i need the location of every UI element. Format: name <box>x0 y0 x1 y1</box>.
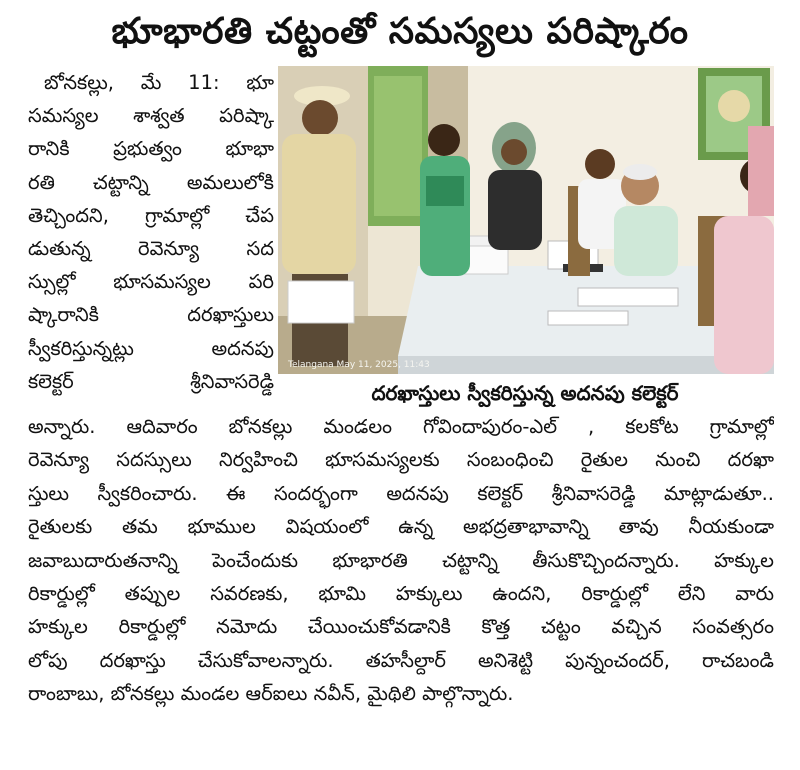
column-line: స్సుల్లో భూసమస్యల పరి <box>28 270 274 294</box>
photo-illustration <box>278 66 774 374</box>
body-line: స్తులు స్వీకరించారు. ఈ సందర్భంగా అదనపు కలెక్టర్ శ్రీనివాసరెడ్డి మాట్లాడుతూ.. <box>28 481 774 505</box>
side-column-text <box>28 66 274 398</box>
body-line: రెవెన్యూ సదస్సులు నిర్వహించి భూసమస్యలకు సంబంధించి రైతుల నుంచి దరఖా <box>28 448 774 472</box>
column-line: తెచ్చిందని, గ్రామాల్లో చేప <box>28 203 274 227</box>
body-line: రైతులకు తమ భూముల విషయంలో ఉన్న అభద్రతాభావాన్ని తావు నీయకుండా <box>28 515 774 539</box>
news-photo <box>278 66 774 374</box>
column-line: స్వీకరిస్తున్నట్లు అదనపు <box>28 336 274 360</box>
photo-timestamp: Telangana May 11, 2025, 11:43 <box>288 360 430 370</box>
article-body <box>28 410 774 711</box>
column-line: బోనకల్లు, మే 11: భూ <box>44 71 274 94</box>
column-line: డుతున్న రెవెన్యూ సద <box>28 237 274 261</box>
column-line: కలెక్టర్ శ్రీనివాసరెడ్డి <box>28 369 274 393</box>
column-line: రానికి ప్రభుత్వం భూభా <box>28 137 274 161</box>
body-line: రాంబాబు, బోనకల్లు మండల ఆర్ఐలు నవీన్, మైథిలి పాల్గొన్నారు. <box>28 682 514 706</box>
body-line: రికార్డుల్లో తప్పుల సవరణకు, భూమి హక్కులు ఉందని, రికార్డుల్లో లేని వారు <box>28 582 774 606</box>
body-line: లోపు దరఖాస్తు చేసుకోవాలన్నారు. తహసీల్దార్ అనిశెట్టి పున్నంచందర్, రాచబండి <box>28 648 774 672</box>
column-line: రతి చట్టాన్ని అమలులోకి <box>28 170 274 194</box>
body-line: అన్నారు. ఆదివారం బోనకల్లు మండలం గోవిందాపురం-ఎల్ , కలకోట గ్రామాల్లో <box>28 415 774 438</box>
photo-caption: దరఖాస్తులు స్వీకరిస్తున్న అదనపు కలెక్టర్ <box>371 381 679 405</box>
column-line: ష్కారానికి దరఖాస్తులు <box>28 303 274 327</box>
body-line: హక్కుల రికార్డుల్లో నమోదు చేయించుకోవడానికి కొత్త చట్టం వచ్చిన సంవత్సరం <box>28 615 774 639</box>
body-line: జవాబుదారుతనాన్ని పెంచేందుకు భూభారతి చట్టాన్ని తీసుకొచ్చిందన్నారు. హక్కుల <box>28 548 774 572</box>
column-line: సమస్యల శాశ్వత పరిష్కా <box>28 104 274 128</box>
headline: భూభారతి చట్టంతో సమస్యలు పరిష్కారం <box>111 11 689 52</box>
